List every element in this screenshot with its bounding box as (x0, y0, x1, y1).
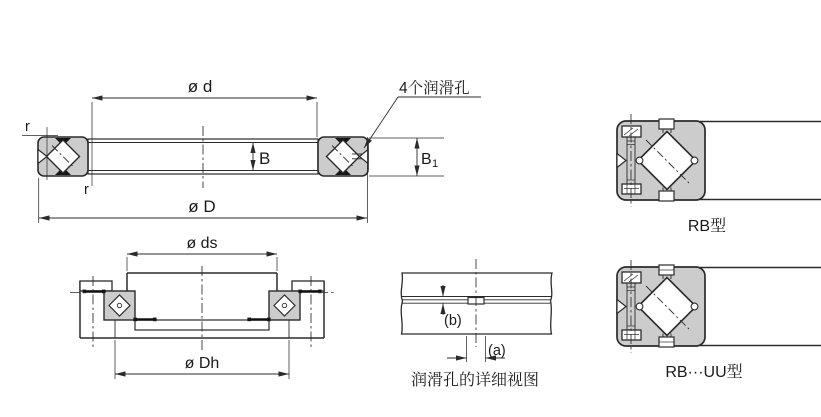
mounting-section-view (70, 235, 334, 379)
dim-label-B1-sub: 1 (432, 158, 439, 170)
dim-label-B: B (259, 149, 271, 168)
rb-retainer-top (659, 119, 674, 129)
rbuu-type-view (617, 260, 821, 381)
lube-detail-caption: 润滑孔的详细视图 (410, 372, 540, 389)
dim-label-b: (b) (444, 313, 462, 329)
clamp-plate-right (292, 281, 324, 291)
rbuu-type-caption: RB···UU型 (665, 364, 743, 381)
main-bearing-section-view (22, 77, 481, 223)
dim-label-D: ø D (188, 197, 216, 216)
dimension-B1 (369, 138, 444, 176)
fillet-r-bottom-label: r (84, 182, 89, 198)
dimension-ds (127, 235, 277, 271)
lube-holes-label: 4个润滑孔 (399, 80, 470, 97)
lube-hole-detail-view (401, 259, 552, 389)
dim-label-Dh: ø Dh (184, 355, 220, 372)
clamp-plate-left (80, 281, 112, 291)
dim-label-a: (a) (488, 343, 506, 359)
rb-type-view (617, 114, 821, 235)
dim-label-d: ø d (187, 77, 213, 96)
fillet-r-top-label: r (25, 119, 30, 135)
dimension-d (92, 77, 317, 137)
dim-label-B1: B (421, 151, 432, 168)
dim-label-ds: ø ds (186, 235, 218, 252)
rb-type-caption: RB型 (687, 218, 727, 235)
rb-retainer-bottom (659, 191, 674, 201)
